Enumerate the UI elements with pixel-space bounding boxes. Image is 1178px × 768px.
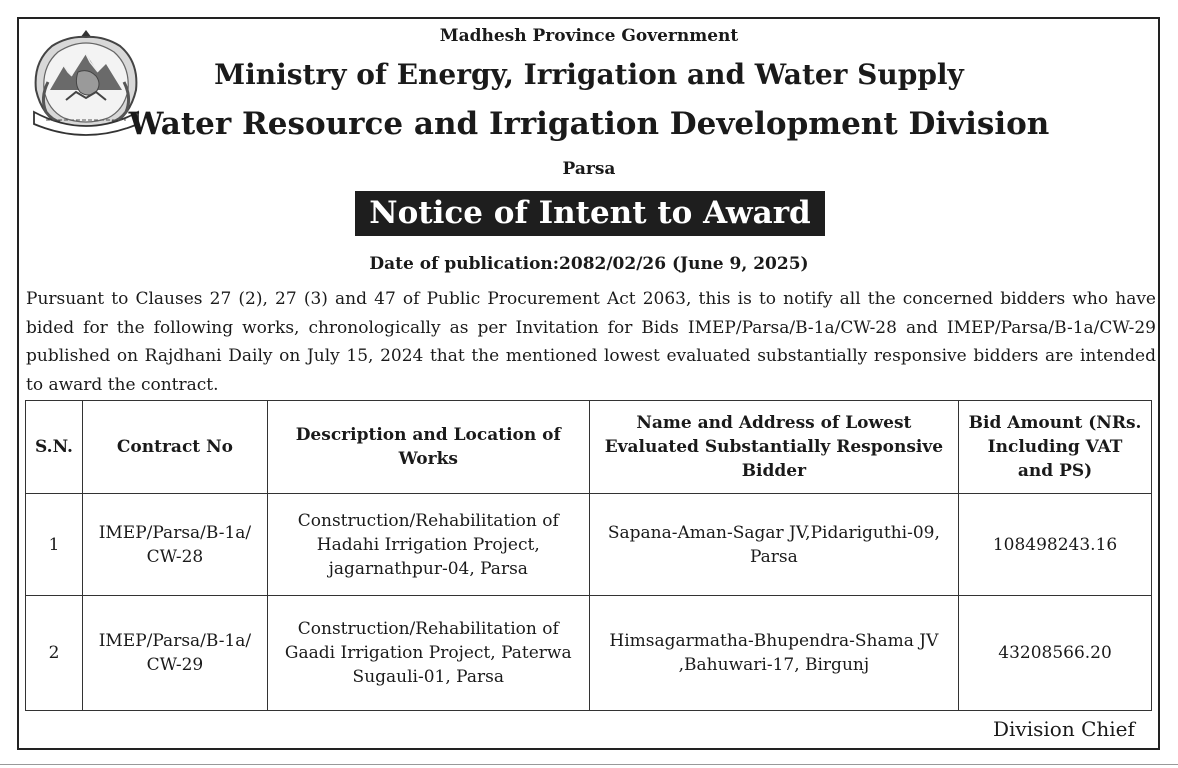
award-table — [25, 400, 1152, 711]
header-contract: Contract No — [82, 401, 267, 494]
header-amount: Bid Amount (NRs. Including VAT and PS) — [959, 401, 1152, 494]
cell-description: Construction/Rehabilitation of Hadahi Irrigation Project, jagarnathpur-04, Parsa — [267, 494, 589, 596]
ministry-name: Ministry of Energy, Irrigation and Water Supply — [214, 58, 964, 91]
cell-amount: 43208566.20 — [959, 596, 1152, 711]
division-name: Water Resource and Irrigation Development Division — [128, 106, 1050, 142]
office-location: Parsa — [562, 159, 616, 179]
government-name: Madhesh Province Government — [439, 26, 739, 46]
table-row — [26, 494, 1152, 596]
cell-contract: IMEP/Parsa/B-1a/ CW-28 — [82, 494, 267, 596]
cell-sn: 1 — [26, 494, 83, 596]
signature-division-chief: Division Chief — [993, 717, 1135, 741]
notice-title: Notice of Intent to Award — [355, 191, 825, 236]
cell-bidder: Sapana-Aman-Sagar JV,Pidariguthi-09, Parsa — [589, 494, 958, 596]
table-header-row — [26, 401, 1152, 494]
cell-amount: 108498243.16 — [959, 494, 1152, 596]
cell-sn: 2 — [26, 596, 83, 711]
publication-date: Date of publication:2082/02/26 (June 9, 2025) — [369, 254, 809, 274]
bottom-rule — [0, 764, 1178, 765]
table-row — [26, 596, 1152, 711]
cell-description: Construction/Rehabilitation of Gaadi Irrigation Project, Paterwa Sugauli-01, Parsa — [267, 596, 589, 711]
header-bidder: Name and Address of Lowest Evaluated Substantially Responsive Bidder — [589, 401, 958, 494]
cell-bidder: Himsagarmatha-Bhupendra-Shama JV ,Bahuwari-17, Birgunj — [589, 596, 958, 711]
header-description: Description and Location of Works — [267, 401, 589, 494]
notice-body: Pursuant to Clauses 27 (2), 27 (3) and 47 of Public Procurement Act 2063, this is to notify all the concerned bidders who have bided for the following works, chronologically as per Invitation for Bids IMEP/Parsa/B-1a/CW-28 and IMEP/Parsa/B-1a/CW-29 published on Rajdhani Daily on July 15, 2024 that the mentioned lowest evaluated substantially responsive bidders are intended to award the contract. — [26, 289, 1156, 395]
header-sn: S.N. — [26, 401, 83, 494]
cell-contract: IMEP/Parsa/B-1a/ CW-29 — [82, 596, 267, 711]
